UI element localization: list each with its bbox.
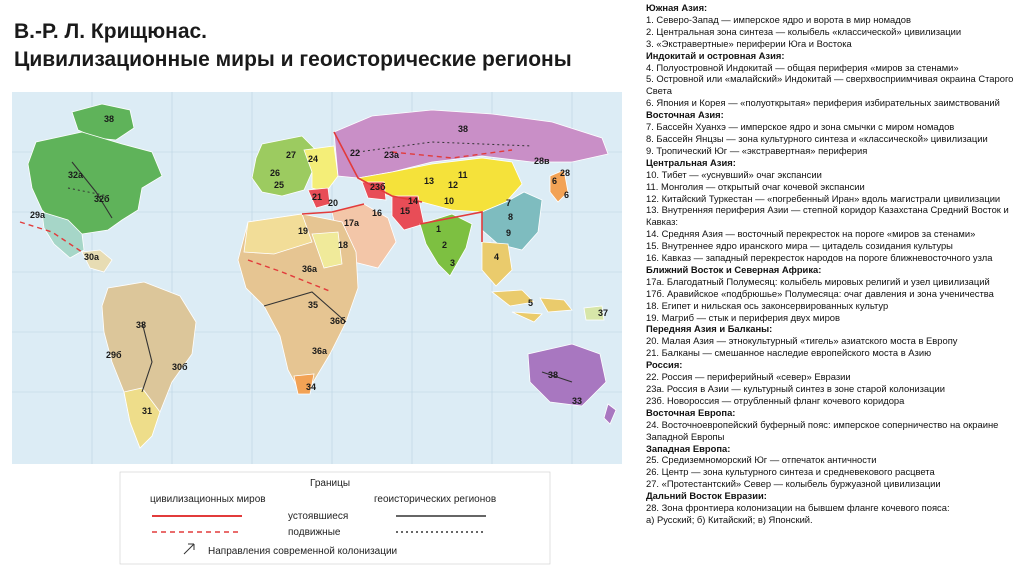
legend-item: 23б. Новороссия — отрубленный фланг кочевого коридора <box>646 394 905 406</box>
region-label: 4 <box>494 252 500 262</box>
region-label: 35 <box>308 300 319 310</box>
region-label: 29б <box>106 350 122 360</box>
legend-item: 28. Зона фронтиера колонизации на бывшем фланге кочевого пояса: <box>646 502 950 514</box>
region-label: 22 <box>350 148 361 158</box>
legend-item: 6. Япония и Корея — «полуоткрытая» периферия избирательных заимствований <box>646 97 1000 109</box>
region-label: 14 <box>408 196 419 206</box>
legend-item: 20. Малая Азия — этнокультурный «тигель» азиатского моста в Европу <box>646 335 958 347</box>
region-label: 24 <box>308 154 319 164</box>
world-map <box>12 92 622 570</box>
legend-item: 26. Центр — зона культурного синтеза и средневекового расцвета <box>646 466 935 478</box>
region-label: 36б <box>330 316 346 326</box>
legend-section-heading: Ближний Восток и Северная Африка: <box>646 263 822 275</box>
legend-colonization: Направления современной колонизации <box>208 546 398 557</box>
region-label: 18 <box>338 240 349 250</box>
legend-heading: Границы <box>310 478 350 489</box>
legend-geo: геоисторических регионов <box>374 494 497 505</box>
region-label: 12 <box>448 180 459 190</box>
region-label: 32а <box>68 170 84 180</box>
legend-item: 11. Монголия — открытый очаг кочевой экспансии <box>646 180 865 192</box>
region-label: 31 <box>142 406 153 416</box>
region-label: 16 <box>372 208 383 218</box>
region-label: 6 <box>564 190 570 200</box>
legend-item: 15. Внутреннее ядро иранского мира — цитадель созидания культуры <box>646 240 953 252</box>
legend-item: 21. Балканы — смешанное наследие европейского моста в Азию <box>646 347 932 359</box>
region-label: 37 <box>598 308 609 318</box>
region-label: 38 <box>548 370 559 380</box>
legend-item: 25. Средиземноморский Юг — отпечаток античности <box>646 454 877 466</box>
legend-section-heading: Западная Европа: <box>646 442 731 454</box>
region-label: 15 <box>400 206 411 216</box>
legend-section-heading: Центральная Азия: <box>646 156 736 168</box>
region-label: 8 <box>508 212 514 222</box>
legend-item: 2. Центральная зона синтеза — колыбель «классической» цивилизации <box>646 25 962 37</box>
region-label: 17а <box>344 218 360 228</box>
region-label: 21 <box>312 192 323 202</box>
region-label: 3 <box>450 258 456 268</box>
region-label: 26 <box>270 168 281 178</box>
region-label: 36а <box>312 346 328 356</box>
legend-item: а) Русский; б) Китайский; в) Японский. <box>646 513 813 525</box>
legend-item: 4. Полуостровной Индокитай — общая периферия «миров за стенами» <box>646 61 959 73</box>
legend-item: 8. Бассейн Янцзы — зона культурного синтеза и «классической» цивилизации <box>646 132 988 144</box>
region-label: 25 <box>274 180 285 190</box>
region-label: 32б <box>94 194 110 204</box>
region-label: 10 <box>444 196 455 206</box>
legend-item: 10. Тибет — «уснувший» очаг экспансии <box>646 168 822 180</box>
world-map-svg <box>12 92 622 570</box>
page-title-author: В.-Р. Л. Крищюнас. <box>14 20 208 43</box>
region-label: 27 <box>286 150 297 160</box>
legend-item: 24. Восточноевропейский буферный пояс: имперское соперничество на окраине Западной Европы <box>646 418 999 442</box>
region-label: 2 <box>442 240 448 250</box>
legend-item: 3. «Экстравертные» периферии Юга и Востока <box>646 37 852 49</box>
region-label: 38 <box>136 320 147 330</box>
region-label: 29а <box>30 210 46 220</box>
region-label: 9 <box>506 228 512 238</box>
legend-section-heading: Южная Азия: <box>646 2 708 13</box>
legend-item: 17б. Аравийское «подбрюшье» Полумесяца: очаг давления и зона ученичества <box>646 287 994 299</box>
legend-civ: цивилизационных миров <box>150 494 266 505</box>
region-legend <box>646 2 1022 572</box>
region-label: 5 <box>528 298 534 308</box>
region-label: 30б <box>172 362 188 372</box>
legend-stable: устоявшиеся <box>288 511 349 522</box>
region-label: 28 <box>560 168 571 178</box>
region-label: 19 <box>298 226 309 236</box>
region-label: 34 <box>306 382 317 392</box>
region-label: 23а <box>384 150 400 160</box>
legend-section-heading: Россия: <box>646 359 683 371</box>
region-label: 30а <box>84 252 100 262</box>
legend-item: 12. Китайский Туркестан — «погребенный Иран» вдоль магистрали цивилизации <box>646 192 1001 204</box>
legend-item: 19. Магриб — стык и периферия двух миров <box>646 311 840 323</box>
legend-item: 1. Северо-Запад — имперское ядро и ворота в мир номадов <box>646 13 911 25</box>
region-label: 36а <box>302 264 318 274</box>
legend-section-heading: Восточная Азия: <box>646 109 724 121</box>
region-label: 28в <box>534 156 550 166</box>
legend-item: 27. «Протестантский» Север — колыбель буржуазной цивилизации <box>646 478 941 490</box>
page-title-block <box>14 18 624 74</box>
region-label: 20 <box>328 198 339 208</box>
legend-item: 22. Россия — периферийный «север» Евразии <box>646 371 851 383</box>
legend-item: 9. Тропический Юг — «экстравертная» периферия <box>646 144 868 156</box>
page-title: Цивилизационные миры и геоисторические регионы <box>14 48 572 71</box>
legend-mobile: подвижные <box>288 527 341 538</box>
legend-section-heading: Дальний Восток Евразии: <box>646 490 767 502</box>
map-legend <box>120 472 550 564</box>
legend-item: 13. Внутренняя периферия Азии — степной коридор Казахстана Средний Восток и Кавказ: <box>646 204 1009 228</box>
legend-item: 16. Кавказ — западный перекресток народов на пороге ближневосточного узла <box>646 252 993 264</box>
legend-item: 17а. Благодатный Полумесяц: колыбель мировых религий и узел цивилизаций <box>646 275 990 287</box>
region-label: 1 <box>436 224 442 234</box>
region-label: 33 <box>572 396 583 406</box>
region-label: 38 <box>458 124 469 134</box>
legend-section-heading: Индокитай и островная Азия: <box>646 49 785 61</box>
region-label: 6 <box>552 176 558 186</box>
region-label: 11 <box>458 170 468 180</box>
region-label: 7 <box>506 198 512 208</box>
legend-section-heading: Восточная Европа: <box>646 406 736 418</box>
legend-item: 5. Островной или «малайский» Индокитай — сверхвосприимчивая окраина Старого Света <box>646 73 1014 97</box>
region-label: 38 <box>104 114 115 124</box>
legend-section-heading: Передняя Азия и Балканы: <box>646 323 773 335</box>
legend-item: 7. Бассейн Хуанхэ — имперское ядро и зона смычки с миром номадов <box>646 121 955 133</box>
legend-item: 23а. Россия в Азии — культурный синтез в зоне старой колонизации <box>646 383 945 394</box>
legend-item: 14. Средняя Азия — восточный перекресток на пороге «миров за стенами» <box>646 228 976 240</box>
region-label: 13 <box>424 176 435 186</box>
legend-item: 18. Египет и нильская ось законсервированных культур <box>646 299 889 311</box>
region-label: 23б <box>370 182 386 192</box>
